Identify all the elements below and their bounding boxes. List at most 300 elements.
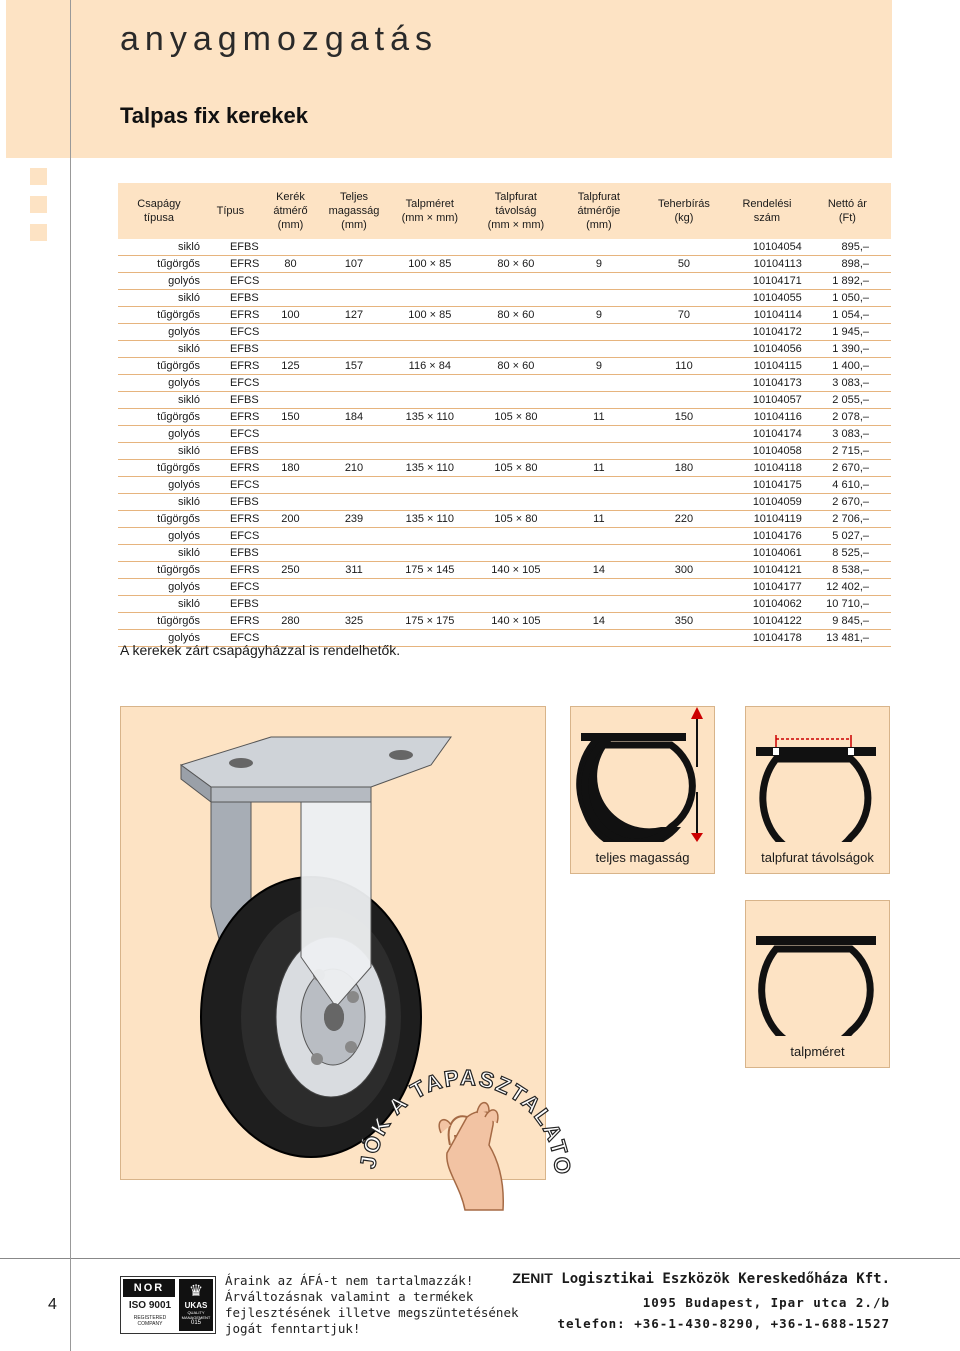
table-cell: 2 670,– [804,460,891,477]
table-cell: 210 [320,460,388,477]
table-cell: 140 × 105 [472,562,560,579]
table-cell [388,630,472,647]
table-cell: golyós [118,477,200,494]
table-cell [320,375,388,392]
base-diagram [746,901,889,1036]
stamp-logo [355,1045,575,1215]
table-cell: EFBS [200,392,261,409]
table-cell [261,290,320,307]
table-cell: EFBS [200,494,261,511]
table-cell [261,426,320,443]
table-cell: tűgörgős [118,562,200,579]
table-cell: 11 [560,409,638,426]
table-cell: 9 845,– [804,613,891,630]
table-row [118,392,891,409]
table-cell [320,443,388,460]
table-cell: 250 [261,562,320,579]
company-rest: Logisztikai Eszközök Kereskedőháza Kft. [552,1271,890,1287]
table-cell [638,443,730,460]
ukas-num: 015 [190,1320,201,1326]
table-cell: 150 [638,409,730,426]
table-cell [320,494,388,511]
table-cell: sikló [118,341,200,358]
table-cell: 325 [320,613,388,630]
table-cell [472,375,560,392]
table-cell: EFRS [200,256,261,273]
table-cell: 140 × 105 [472,613,560,630]
company-brand: ZENIT [512,1270,553,1286]
column-header: Csapágy típusa [118,183,200,239]
table-cell [320,477,388,494]
table-cell [638,273,730,290]
column-header: Teherbírás (kg) [638,183,730,239]
table-cell: 135 × 110 [388,511,472,528]
page-title: Talpas fix kerekek [120,103,308,128]
table-cell: golyós [118,579,200,596]
table-cell [388,375,472,392]
table-cell: 105 × 80 [472,409,560,426]
table-cell [472,630,560,647]
table-cell: 10104056 [730,341,804,358]
table-row [118,290,891,307]
table-cell: 10104177 [730,579,804,596]
table-cell: sikló [118,545,200,562]
label-hole-distance: talpfurat távolságok [761,850,874,865]
table-cell [472,324,560,341]
table-cell: sikló [118,239,200,256]
table-cell: 1 390,– [804,341,891,358]
table-cell: 10104174 [730,426,804,443]
table-cell: 280 [261,613,320,630]
table-cell: 1 400,– [804,358,891,375]
table-cell [638,477,730,494]
table-cell [472,341,560,358]
iso-label: ISO 9001 [128,1300,172,1311]
table-cell: 116 × 84 [388,358,472,375]
table-cell: sikló [118,494,200,511]
table-header-row [118,183,891,239]
table-cell: 1 945,– [804,324,891,341]
table-cell [388,426,472,443]
table-cell [388,392,472,409]
change-note-1: Árváltozásnak valamint a termékek [225,1289,474,1304]
table-row [118,443,891,460]
table-cell [261,494,320,511]
table-row [118,613,891,630]
table-cell: 12 402,– [804,579,891,596]
table-cell [560,341,638,358]
table-cell [560,477,638,494]
stamp-text: JÓK A TAPASZTALATO [355,1064,575,1178]
column-header: Kerék átmérő (mm) [261,183,320,239]
iso-certificate-logo [120,1276,216,1334]
table-cell: EFCS [200,477,261,494]
table-cell [638,239,730,256]
table-cell: sikló [118,596,200,613]
table-cell: 10104118 [730,460,804,477]
table-cell: sikló [118,443,200,460]
change-note-3: jogát fenntartjuk! [225,1321,361,1336]
table-cell: 180 [261,460,320,477]
table-cell: golyós [118,528,200,545]
table-cell [472,392,560,409]
table-row [118,358,891,375]
table-cell [638,341,730,358]
table-cell: 1 892,– [804,273,891,290]
label-total-height: teljes magasság [595,850,690,865]
spec-table [118,183,891,647]
table-cell [560,630,638,647]
table-cell [320,290,388,307]
table-cell [638,375,730,392]
table-cell: 2 078,– [804,409,891,426]
table-cell: 11 [560,511,638,528]
table-cell [261,392,320,409]
table-cell: 184 [320,409,388,426]
table-cell: 10104175 [730,477,804,494]
table-cell [388,239,472,256]
table-cell: 220 [638,511,730,528]
table-cell: 8 538,– [804,562,891,579]
table-cell [261,477,320,494]
table-cell: 135 × 110 [388,460,472,477]
iso-top: NOR [123,1279,175,1297]
table-cell: 10104059 [730,494,804,511]
label-base-size: talpméret [790,1044,845,1059]
table-cell: 3 083,– [804,426,891,443]
table-cell [560,528,638,545]
table-cell [638,579,730,596]
table-cell: 10104176 [730,528,804,545]
table-cell: 107 [320,256,388,273]
table-cell: 1 054,– [804,307,891,324]
table-cell: sikló [118,392,200,409]
decor-square [30,224,47,241]
ukas-logo [179,1279,213,1331]
table-cell: EFBS [200,545,261,562]
table-cell: 11 [560,460,638,477]
table-cell [472,273,560,290]
table-cell: 10104054 [730,239,804,256]
table-cell: 350 [638,613,730,630]
table-cell [261,375,320,392]
footer-notes [225,1273,519,1337]
table-cell [472,477,560,494]
table-cell: EFRS [200,460,261,477]
table-cell [320,528,388,545]
height-diagram [571,707,714,842]
decor-square [30,196,47,213]
company-address: 1095 Budapest, Ipar utca 2./b [642,1295,890,1310]
table-cell [388,443,472,460]
table-cell [320,426,388,443]
diagram-base-size [745,900,890,1068]
table-cell [388,477,472,494]
table-cell [320,579,388,596]
table-cell: 125 [261,358,320,375]
table-cell [388,528,472,545]
margin-line [70,0,71,1258]
table-cell [261,579,320,596]
table-cell: 2 055,– [804,392,891,409]
table-cell [638,426,730,443]
table-cell [261,443,320,460]
table-row [118,341,891,358]
table-row [118,579,891,596]
table-cell: 175 × 145 [388,562,472,579]
table-cell [320,341,388,358]
table-cell [388,273,472,290]
table-cell: tűgörgős [118,358,200,375]
table-cell [638,290,730,307]
table-cell [261,341,320,358]
table-cell: 100 [261,307,320,324]
table-cell: 2 670,– [804,494,891,511]
table-cell [638,528,730,545]
table-cell [320,239,388,256]
column-header: Nettó ár (Ft) [804,183,891,239]
column-header: Talpméret (mm × mm) [388,183,472,239]
table-cell [472,494,560,511]
table-cell [320,596,388,613]
table-cell: golyós [118,375,200,392]
table-cell: EFBS [200,596,261,613]
decor-square [30,168,47,185]
table-cell: 8 525,– [804,545,891,562]
table-cell: 10104058 [730,443,804,460]
table-cell: 14 [560,562,638,579]
column-header: Típus [200,183,261,239]
table-cell [638,596,730,613]
table-cell: EFRS [200,358,261,375]
table-cell: 9 [560,256,638,273]
table-cell: 10 710,– [804,596,891,613]
table-cell: EFRS [200,409,261,426]
footnote: A kerekek zárt csapágyházzal is rendelhetők. [120,642,401,658]
table-cell [638,494,730,511]
table-row [118,562,891,579]
crown-icon: ♛ [188,1283,204,1300]
table-cell: 10104122 [730,613,804,630]
table-cell: 150 [261,409,320,426]
table-cell [388,545,472,562]
table-cell: 13 481,– [804,630,891,647]
table-cell: EFCS [200,324,261,341]
table-cell [560,443,638,460]
table-row [118,426,891,443]
table-cell: EFRS [200,511,261,528]
change-note-2: fejlesztésének illetve megszüntetésének [225,1305,519,1320]
table-cell [560,545,638,562]
table-cell: 100 × 85 [388,256,472,273]
table-cell: EFRS [200,562,261,579]
table-cell: 100 × 85 [388,307,472,324]
ukas-label: UKAS [184,1301,208,1310]
table-cell: 239 [320,511,388,528]
table-cell [388,324,472,341]
table-cell [560,324,638,341]
table-cell [261,324,320,341]
table-cell: 300 [638,562,730,579]
table-cell: 175 × 175 [388,613,472,630]
table-cell [560,494,638,511]
table-cell: 80 × 60 [472,358,560,375]
table-cell: 10104116 [730,409,804,426]
table-row [118,545,891,562]
table-row [118,494,891,511]
table-cell: 5 027,– [804,528,891,545]
table-cell [320,545,388,562]
table-cell: 9 [560,307,638,324]
table-cell: 4 610,– [804,477,891,494]
table-cell: EFCS [200,375,261,392]
table-cell [638,545,730,562]
table-cell [320,273,388,290]
table-cell [472,596,560,613]
table-cell [472,545,560,562]
table-cell: 1 050,– [804,290,891,307]
table-cell: 10104121 [730,562,804,579]
table-cell: 80 [261,256,320,273]
table-cell [560,392,638,409]
table-cell: EFCS [200,528,261,545]
table-cell: 311 [320,562,388,579]
table-cell: tűgörgős [118,511,200,528]
table-cell: 105 × 80 [472,460,560,477]
table-cell [638,392,730,409]
brand-title: anyagmozgatás [120,20,439,58]
table-cell: EFCS [200,630,261,647]
company-name [512,1270,890,1287]
table-cell: EFCS [200,579,261,596]
table-cell: 157 [320,358,388,375]
table-cell [320,392,388,409]
column-header: Rendelési szám [730,183,804,239]
column-header: Teljes magasság (mm) [320,183,388,239]
table-cell [388,341,472,358]
table-cell: 80 × 60 [472,307,560,324]
table-cell: 9 [560,358,638,375]
table-cell: 10104061 [730,545,804,562]
table-row [118,307,891,324]
table-row [118,375,891,392]
table-cell: 10104173 [730,375,804,392]
table-cell: 10104062 [730,596,804,613]
table-cell [388,596,472,613]
table-cell: 10104055 [730,290,804,307]
table-row [118,256,891,273]
footer-divider [0,1258,960,1259]
table-cell [560,375,638,392]
table-cell: 10104171 [730,273,804,290]
table-row [118,409,891,426]
diagram-hole-distance [745,706,890,874]
decor-square [30,133,47,150]
table-cell: 10104178 [730,630,804,647]
table-cell [261,273,320,290]
table-cell: golyós [118,273,200,290]
table-cell [560,290,638,307]
table-row [118,528,891,545]
table-cell [560,273,638,290]
table-cell: 10104113 [730,256,804,273]
table-cell: 135 × 110 [388,409,472,426]
table-cell: tűgörgős [118,256,200,273]
table-row [118,239,891,256]
table-cell [388,290,472,307]
table-cell: EFBS [200,290,261,307]
table-cell [388,579,472,596]
table-cell [560,579,638,596]
table-cell: EFRS [200,307,261,324]
table-cell: tűgörgős [118,307,200,324]
table-cell: 895,– [804,239,891,256]
table-row [118,273,891,290]
iso-sub: REGISTERED COMPANY [133,1315,167,1327]
table-cell: EFBS [200,443,261,460]
table-row [118,596,891,613]
table-cell: sikló [118,290,200,307]
holes-diagram [746,707,889,842]
table-cell: EFCS [200,273,261,290]
table-row [118,511,891,528]
table-cell: 110 [638,358,730,375]
table-cell: 180 [638,460,730,477]
page-number: 4 [48,1296,57,1313]
table-cell [472,239,560,256]
table-cell: 70 [638,307,730,324]
table-cell: 3 083,– [804,375,891,392]
table-cell: tűgörgős [118,460,200,477]
table-cell [472,290,560,307]
table-cell: EFBS [200,239,261,256]
table-cell [472,426,560,443]
table-row [118,477,891,494]
table-cell [638,324,730,341]
table-cell [472,579,560,596]
table-cell: 50 [638,256,730,273]
vat-note: Áraink az ÁFÁ-t nem tartalmazzák! [225,1273,474,1288]
table-cell [388,494,472,511]
table-cell [472,528,560,545]
ukas-sub: QUALITY MANAGEMENT [181,1310,211,1320]
table-cell: 898,– [804,256,891,273]
table-cell [261,528,320,545]
table-cell: 105 × 80 [472,511,560,528]
table-cell: 2 715,– [804,443,891,460]
table-cell: 2 706,– [804,511,891,528]
company-info [512,1270,890,1331]
column-header: Talpfurat átmérője (mm) [560,183,638,239]
table-cell: golyós [118,630,200,647]
table-cell: EFRS [200,613,261,630]
column-header: Talpfurat távolság (mm × mm) [472,183,560,239]
table-cell [261,239,320,256]
table-cell: EFCS [200,426,261,443]
table-cell: 10104114 [730,307,804,324]
diagram-total-height [570,706,715,874]
table-cell [261,545,320,562]
ok-hand-stamp [355,1045,575,1215]
table-cell: 127 [320,307,388,324]
table-cell [320,324,388,341]
table-cell [472,443,560,460]
table-cell [560,426,638,443]
table-cell [560,596,638,613]
table-cell: 10104057 [730,392,804,409]
table-cell: golyós [118,324,200,341]
table-cell: 10104119 [730,511,804,528]
